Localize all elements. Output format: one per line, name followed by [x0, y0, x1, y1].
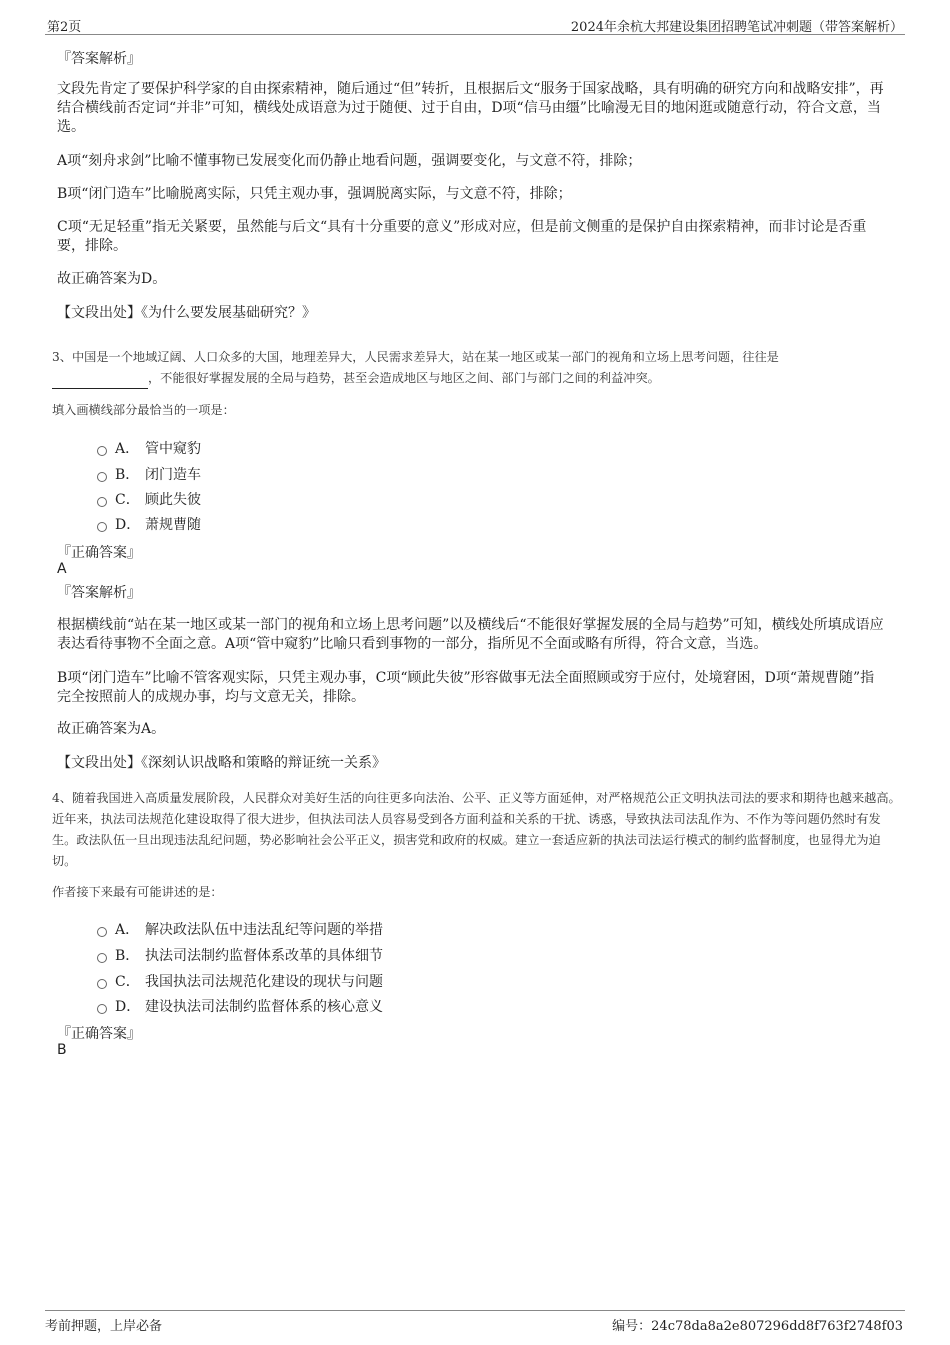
radio-icon[interactable] — [97, 497, 107, 507]
q3-analysis-p1: 根据横线前“站在某一地区或某一部门的视角和立场上思考问题”以及横线后“不能很好掌握发展的全局与趋势”可知，横线处所填成语应表达看待事物不全面之意。A项“管中窥豹”比喻只看到事物的一部分，指所见不全面或略有所得，符合文意，当选。 — [57, 617, 884, 652]
radio-icon[interactable] — [97, 1004, 107, 1014]
footer-slogan: 考前押题，上岸必备 — [45, 1319, 163, 1334]
q3-prompt: 填入画横线部分最恰当的一项是： — [52, 403, 235, 417]
q2-conclusion: 故正确答案为D。 — [57, 271, 167, 287]
q3-option-d[interactable]: D． 萧规曹随 — [97, 514, 201, 534]
q2-source: 【文段出处】《为什么要发展基础研究？》 — [57, 305, 316, 321]
radio-icon[interactable] — [97, 472, 107, 482]
q2-analysis-p3: B项“闭门造车”比喻脱离实际，只凭主观办事，强调脱离实际，与文意不符，排除； — [57, 186, 572, 202]
q4-option-a[interactable]: A． 解决政法队伍中违法乱纪等问题的举措 — [97, 919, 383, 939]
q2-analysis-p4: C项“无足轻重”指无关紧要，虽然能与后文“具有十分重要的意义”形成对应，但是前文侧重的是保护自由探索精神，而非讨论是否重要，排除。 — [57, 219, 867, 254]
q4-option-c[interactable]: C． 我国执法司法规范化建设的现状与问题 — [97, 971, 383, 991]
radio-icon[interactable] — [97, 446, 107, 456]
q3-conclusion: 故正确答案为A。 — [57, 721, 166, 737]
page-number: 第2页 — [47, 20, 82, 35]
document-code: 编号：24c78da8a2e807296dd8f763f2748f03 — [612, 1319, 903, 1334]
q3-question-text: 3、中国是一个地域辽阔、人口众多的大国，地理差异大，人民需求差异大，站在某一地区或某一部门的视角和立场上思考问题，往往是 ，不能很好掌握发展的全局与趋势，甚至会造成地区与地区之间、部门与部门之间的利益冲突。 — [52, 347, 902, 389]
q2-analysis-label: 『答案解析』 — [57, 51, 141, 67]
page-header — [45, 14, 905, 35]
q3-analysis-p2: B项“闭门造车”比喻不管客观实际，只凭主观办事，C项“顾此失彼”形容做事无法全面照顾或穷于应付，处境窘困，D项“萧规曹随”指完全按照前人的成规办事，均与文意无关，排除。 — [57, 670, 875, 705]
radio-icon[interactable] — [97, 953, 107, 963]
q3-answer-label: 『正确答案』 — [57, 545, 141, 561]
q4-option-b[interactable]: B． 执法司法制约监督体系改革的具体细节 — [97, 945, 383, 965]
q3-analysis-label: 『答案解析』 — [57, 585, 141, 601]
q4-answer-label: 『正确答案』 — [57, 1026, 141, 1042]
q3-option-a[interactable]: A． 管中窥豹 — [97, 438, 201, 458]
q2-analysis-p1: 文段先肯定了要保护科学家的自由探索精神，随后通过“但”转折，且根据后文“服务于国家战略，具有明确的研究方向和战略安排”，再结合横线前否定词“并非”可知，横线处成语意为过于随便、过于自由，D项“信马由缰”比喻漫无目的地闲逛或随意行动，符合文意，当选。 — [57, 81, 884, 135]
radio-icon[interactable] — [97, 522, 107, 532]
q4-option-d[interactable]: D． 建设执法司法制约监督体系的核心意义 — [97, 996, 383, 1016]
q3-source: 【文段出处】《深刻认识战略和策略的辩证统一关系》 — [57, 755, 386, 771]
q3-option-b[interactable]: B． 闭门造车 — [97, 464, 201, 484]
document-title: 2024年余杭大邦建设集团招聘笔试冲刺题（带答案解析） — [570, 20, 903, 35]
q3-blank-line — [52, 374, 148, 389]
q3-option-c[interactable]: C． 顾此失彼 — [97, 489, 201, 509]
q2-analysis-p2: A项“刻舟求剑”比喻不懂事物已发展变化而仍静止地看问题，强调要变化，与文意不符，排除； — [57, 153, 642, 169]
radio-icon[interactable] — [97, 927, 107, 937]
q4-prompt: 作者接下来最有可能讲述的是： — [52, 885, 223, 899]
q3-answer: A — [57, 561, 67, 577]
q4-question-text: 4、随着我国进入高质量发展阶段，人民群众对美好生活的向往更多向法治、公平、正义等方面延伸，对严格规范公正文明执法司法的要求和期待也越来越高。近年来，执法司法规范化建设取得了很大进步，但执法司法人员容易受到各方面利益和关系的干扰、诱惑，导致执法司法乱作为、不作为等问题仍然时有发生。政法队伍一旦出现违法乱纪问题，势必影响社会公平正义，损害党和政府的权威。建立一套适应新的执法司法运行模式的制约监督制度，也显得尤为迫切。 — [52, 791, 901, 868]
q4-answer: B — [57, 1042, 67, 1058]
radio-icon[interactable] — [97, 979, 107, 989]
page-footer — [45, 1310, 905, 1335]
